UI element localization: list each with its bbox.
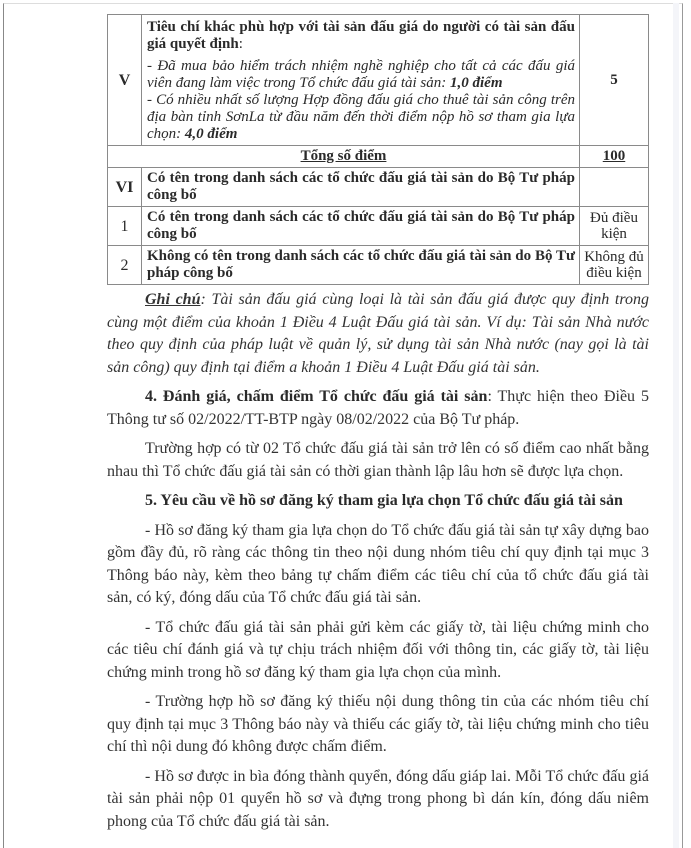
note-text: : Tài sản đấu giá cùng loại là tài sản đấu giá được quy định trong cùng một điểm của khoản 1 Điều 4 Luật Đấu giá tài sản. Ví dụ: Tài sản Nhà nước theo quy định của pháp luật về quản lý, sử dụng tài sản Nhà nước (nay gọi là tài sản công) quy định tại điểm a khoản 1 Điều 4 Luật Đấu giá tài sản.	[107, 291, 650, 376]
row-score: Đủ điều kiện	[580, 207, 649, 246]
row-score: Không đủ điều kiện	[580, 246, 649, 285]
row-description: Có tên trong danh sách các tổ chức đấu giá tài sản do Bộ Tư pháp công bố	[142, 168, 580, 207]
section-4-paragraph	[107, 386, 649, 431]
criterion-title: Tiêu chí khác phù hợp với tài sản đấu giá do người có tài sản đấu giá quyết định	[147, 19, 575, 52]
section-5-paragraph-1: - Hồ sơ đăng ký tham gia lựa chọn do Tổ chức đấu giá tài sản tự xây dựng bao gồm đầy đủ, rõ ràng các thông tin theo nội dung nhóm tiêu chí quy định tại mục 3 Thông báo này, kèm theo bảng tự chấm điểm các tiêu chí của tổ chức đấu giá tài sản, có ký, đóng dấu của Tổ chức đấu giá tài sản.	[107, 521, 649, 606]
document-page	[107, 14, 649, 833]
criterion-item-2-points: 4,0 điểm	[184, 126, 238, 142]
section-4-heading: 4. Đánh giá, chấm điểm Tổ chức đấu giá tài sản	[145, 388, 488, 405]
row-description	[142, 15, 580, 146]
criterion-item-1: - Đã mua bảo hiểm trách nhiệm nghề nghiệp cho tất cả các đấu giá viên đang làm việc trong Tổ chức đấu giá tài sản:	[147, 58, 575, 91]
row-description: Có tên trong danh sách các tổ chức đấu giá tài sản do Bộ Tư pháp công bố	[142, 207, 580, 246]
total-label: Tổng số điểm	[108, 146, 580, 168]
section-5-paragraph-2: - Tổ chức đấu giá tài sản phải gửi kèm các giấy tờ, tài liệu chứng minh cho các tiêu chí đánh giá và tự chịu trách nhiệm đối với thông tin, các giấy tờ, tài liệu chứng minh trong hồ sơ đăng ký tham gia lựa chọn của mình.	[107, 618, 649, 681]
row-number: 2	[108, 246, 142, 285]
table-row-total	[108, 146, 649, 168]
row-description: Không có tên trong danh sách các tổ chức đấu giá tài sản do Bộ Tư pháp công bố	[142, 246, 580, 285]
section-4-text: : Thực hiện theo Điều 5 Thông tư số 02/2022/TT-BTP ngày 08/02/2022 của Bộ Tư pháp.	[107, 388, 649, 428]
row-score: 5	[580, 15, 649, 146]
table-row-2	[108, 246, 649, 285]
page-edge	[673, 3, 679, 848]
criteria-table	[107, 14, 649, 285]
title-suffix: :	[238, 36, 243, 52]
row-number: VI	[108, 168, 142, 207]
row-score	[580, 168, 649, 207]
section-4-paragraph-2: Trường hợp có từ 02 Tổ chức đấu giá tài sản trở lên có số điểm cao nhất bằng nhau thì Tổ chức đấu giá tài sản có thời gian thành lập lâu hơn sẽ được lựa chọn.	[107, 440, 649, 480]
table-row-vi	[108, 168, 649, 207]
criterion-item-2: - Có nhiều nhất số lượng Hợp đồng đấu giá cho thuê tài sản công trên địa bàn tỉnh SơnLa từ đầu năm đến thời điểm nộp hồ sơ tham gia lựa chọn:	[147, 92, 575, 142]
section-5-paragraph-4: - Hồ sơ được in bìa đóng thành quyển, đóng dấu giáp lai. Mỗi Tổ chức đấu giá tài sản phải nộp 01 quyển hồ sơ và đựng trong phong bì dán kín, đóng dấu niêm phong của Tổ chức đấu giá tài sản.	[107, 767, 649, 830]
section-5-paragraph-3: - Trường hợp hồ sơ đăng ký thiếu nội dung thông tin của các nhóm tiêu chí quy định tại mục 3 Thông báo này và thiếu các giấy tờ, tài liệu chứng minh cho tiêu chí thì nội dung đó không được chấm điểm.	[107, 693, 649, 755]
row-number: V	[108, 15, 142, 146]
total-score: 100	[580, 146, 649, 168]
section-5-heading: 5. Yêu cầu về hồ sơ đăng ký tham gia lựa chọn Tổ chức đấu giá tài sản	[145, 492, 623, 509]
note-label: Ghi chú	[145, 291, 201, 308]
table-row-1	[108, 207, 649, 246]
row-number: 1	[108, 207, 142, 246]
table-row-v	[108, 15, 649, 146]
criterion-item-1-points: 1,0 điểm	[450, 75, 503, 91]
note-paragraph	[107, 289, 649, 379]
